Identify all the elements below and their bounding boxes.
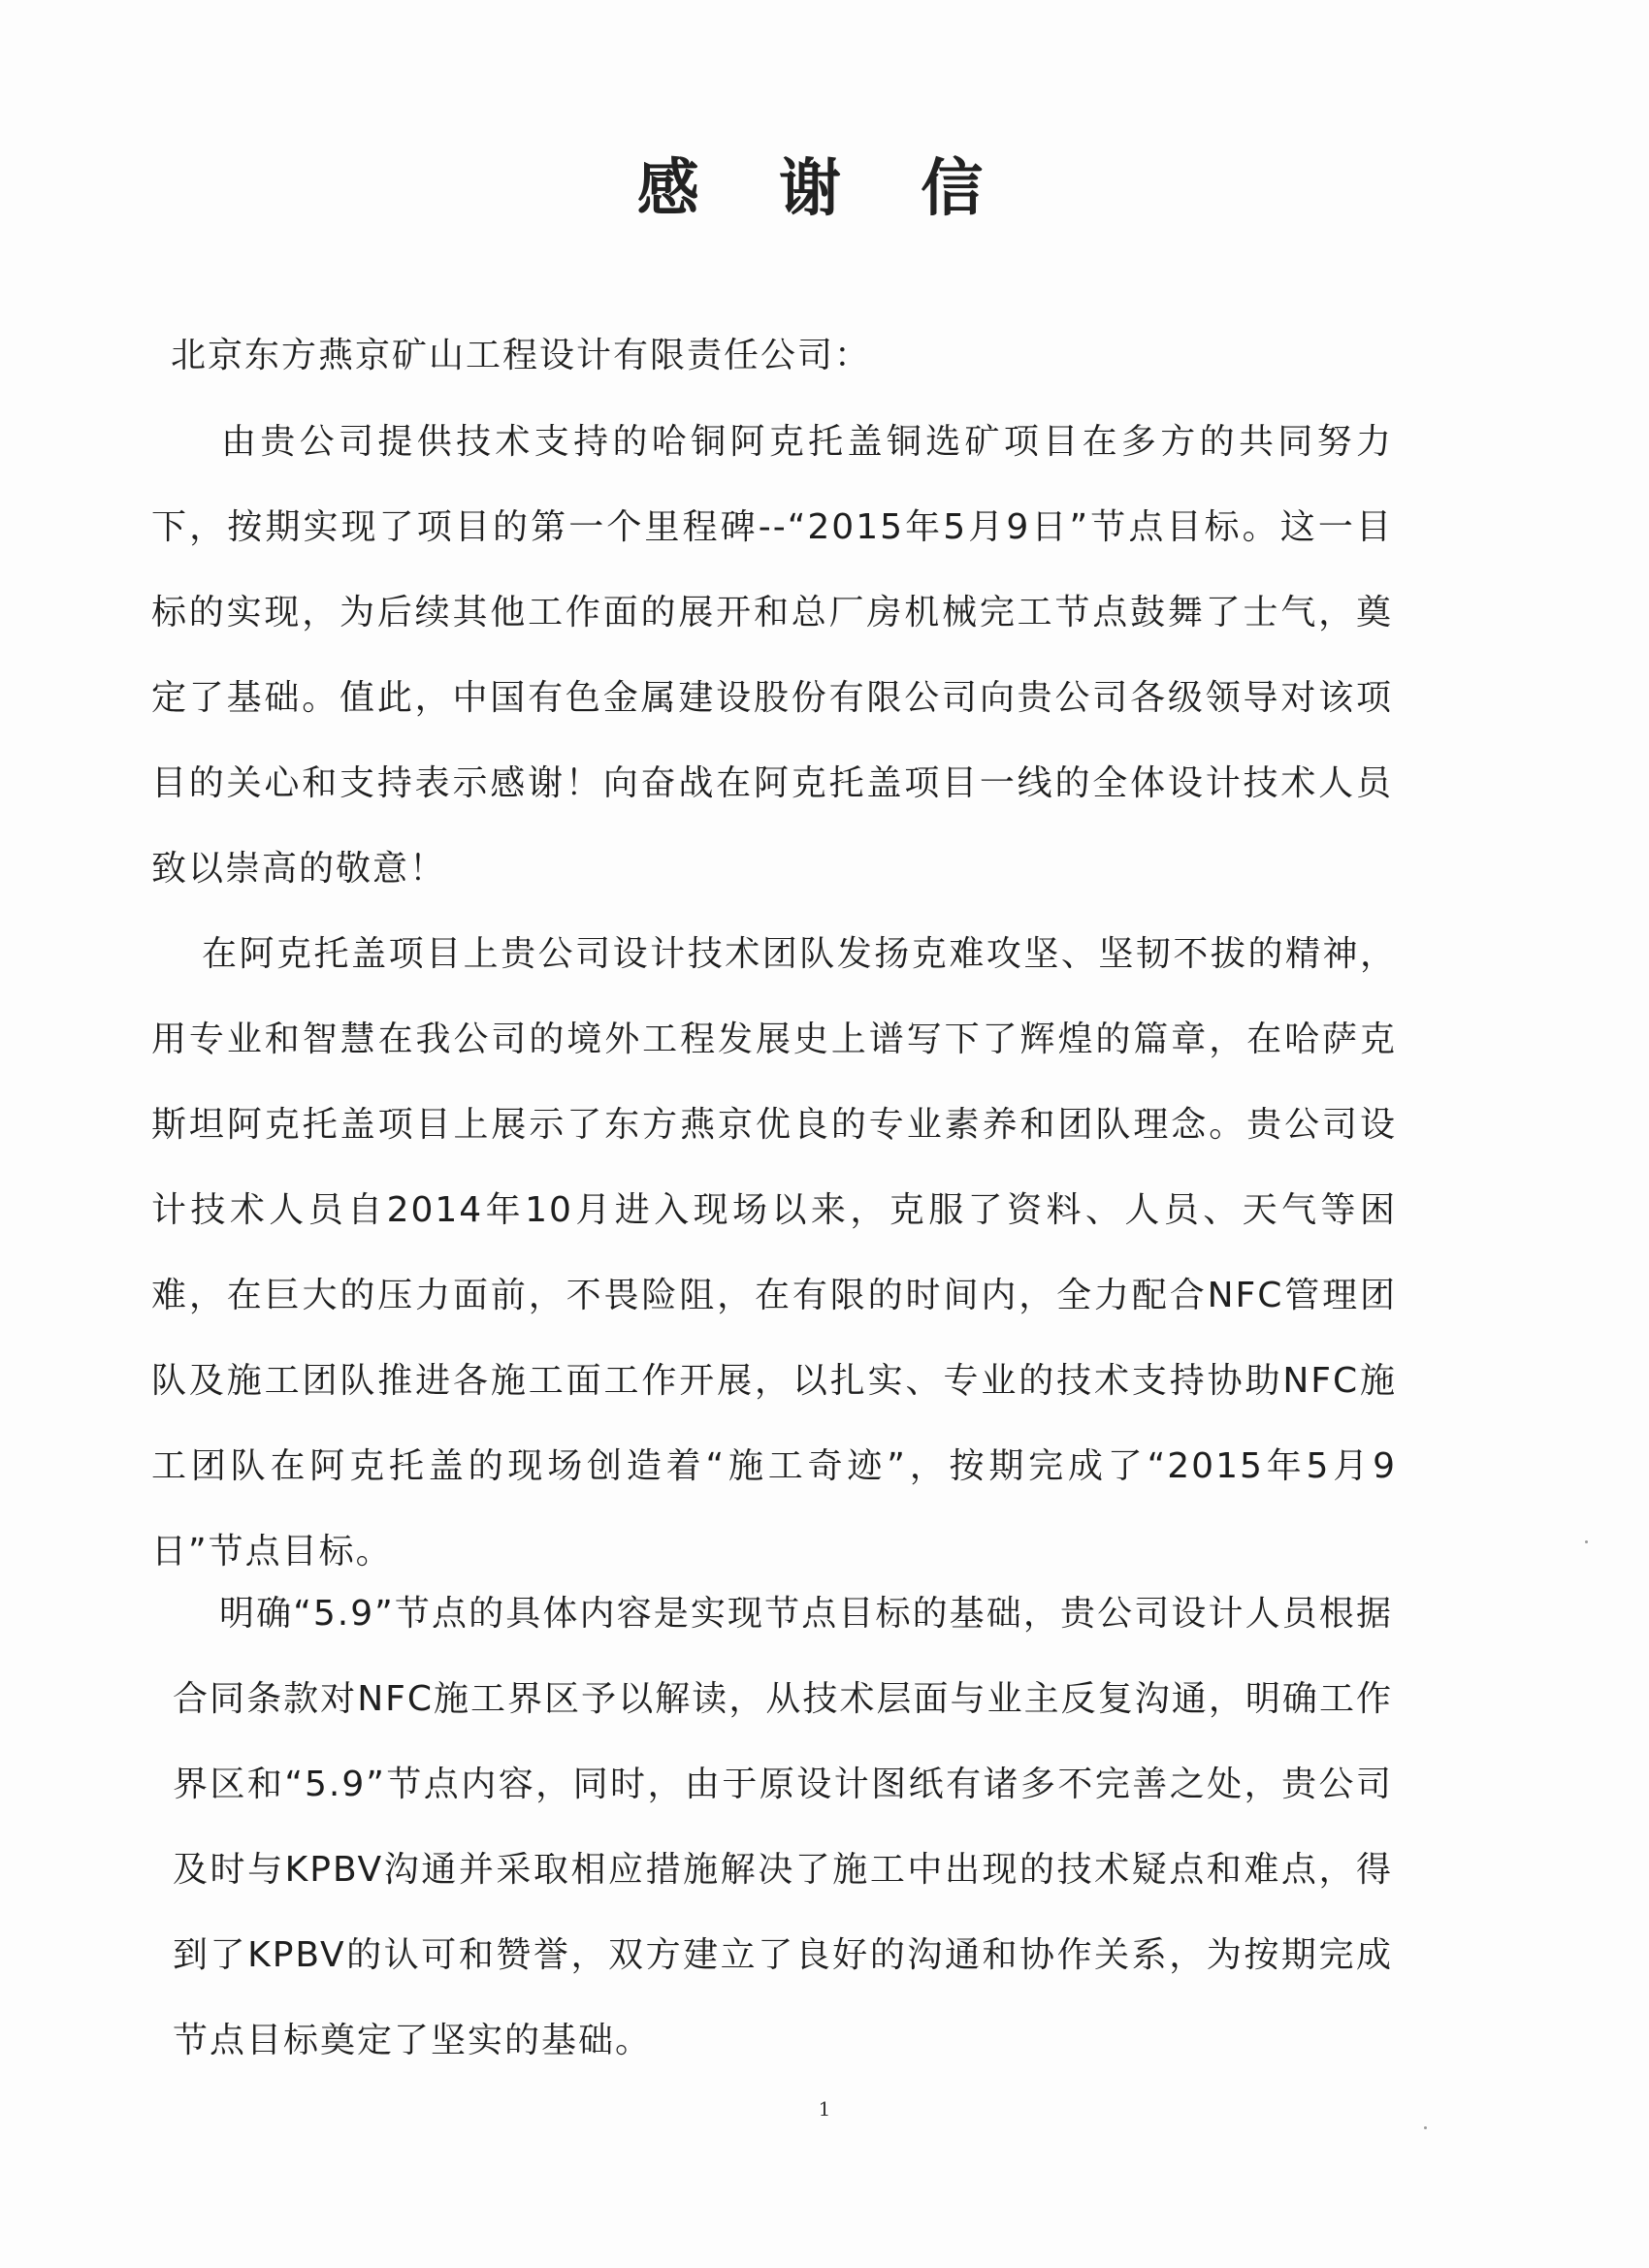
page-number: 1 [818, 2097, 831, 2121]
letter-paragraph-1: 由贵公司提供技术支持的哈铜阿克托盖铜选矿项目在多方的共同努力下，按期实现了项目的第一个里程碑--“2015年5月9日”节点目标。这一目标的实现，为后续其他工作面的展开和总厂房机械完工节点鼓舞了士气，奠定了基础。值此，中国有色金属建设股份有限公司向贵公司各级领导对该项目的关心和支持表示感谢！向奋战在阿克托盖项目一线的全体设计技术人员致以崇高的敬意！ [151, 422, 1393, 889]
letter-salutation: 北京东方燕京矿山工程设计有限责任公司： [171, 336, 872, 375]
letter-paragraph-3: 明确“5.9”节点的具体内容是实现节点目标的基础，贵公司设计人员根据合同条款对NFC施工界区予以解读，从技术层面与业主反复沟通，明确工作界区和“5.9”节点内容，同时，由于原设计图纸有诸多不完善之处，贵公司及时与KPBV沟通并采取相应措施解决了施工中出现的技术疑点和难点，得到了KPBV的认可和赞誉，双方建立了良好的沟通和协作关系，为按期完成节点目标奠定了坚实的基础。 [173, 1594, 1393, 2060]
letter-title: 感 谢 信 [636, 152, 1013, 225]
scan-speck [1585, 1540, 1588, 1543]
letter-paragraph-2: 在阿克托盖项目上贵公司设计技术团队发扬克难攻坚、坚韧不拔的精神，用专业和智慧在我公司的境外工程发展史上谱写下了辉煌的篇章，在哈萨克斯坦阿克托盖项目上展示了东方燕京优良的专业素养和团队理念。贵公司设计技术人员自2014年10月进入现场以来，克服了资料、人员、天气等困难，在巨大的压力面前，不畏险阻，在有限的时间内，全力配合NFC管理团队及施工团队推进各施工面工作开展，以扎实、专业的技术支持协助NFC施工团队在阿克托盖的现场创造着“施工奇迹”，按期完成了“2015年5月9日”节点目标。 [151, 934, 1397, 1571]
scan-speck [1424, 2126, 1427, 2129]
